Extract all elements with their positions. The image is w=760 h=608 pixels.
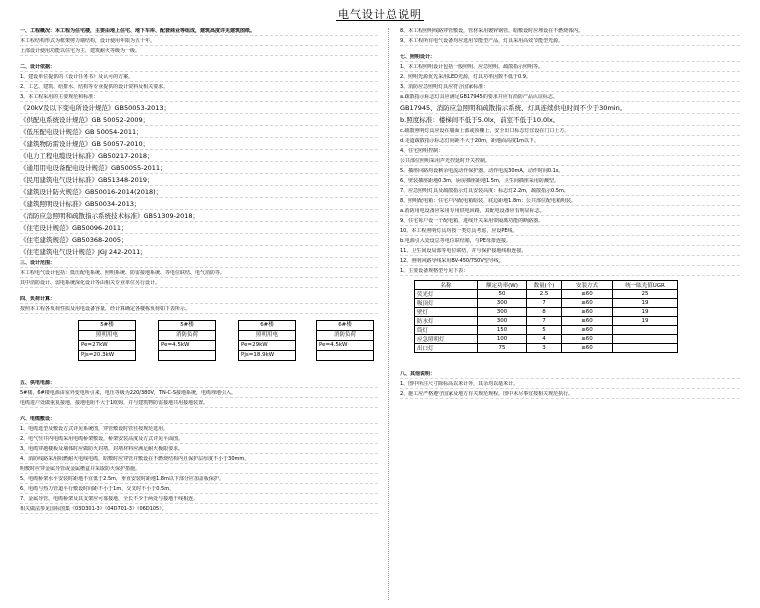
- load-box-sub: 消防负荷: [317, 331, 373, 341]
- table-cell: 壁灯: [415, 308, 478, 317]
- standard-item: 《建筑照明设计标准》GB50034-2013；: [20, 200, 378, 210]
- standard-item: 《住宅设计规范》GB50096-2011；: [20, 224, 378, 234]
- section-6-line: 7、金属导管、电缆桥架及其支架应可靠接地，全长不少于两处与接地干线相连。: [20, 496, 378, 504]
- load-boxes: [20, 320, 378, 362]
- table-cell: 8: [527, 308, 562, 317]
- section-5-line: 5#楼、6#楼电源由室外变电所引来，电压等级为220/380V，TN-C-S接地系统，电缆埋地引入。: [20, 390, 378, 398]
- section-6-line: 明敷时应穿金属导管或金属槽盒并采取防火保护措施。: [20, 466, 378, 474]
- column-divider: [388, 28, 389, 600]
- note-line: 9、本工程所有电气设备均应选用节能型产品，灯具采用高效节能型光源。: [400, 38, 740, 46]
- table-cell: 2.5: [527, 290, 562, 299]
- section-7-line: d.走道疏散指示标志灯间距不大于20m，距地面高度1m以下。: [400, 138, 740, 146]
- section-7-line: 10、本工程照明灯具均按一类灯具考虑，应设PE线。: [400, 228, 740, 236]
- table-header: 统一眩光值UGR: [613, 281, 678, 290]
- table-cell: ≥60: [562, 299, 613, 308]
- table-row: [415, 299, 678, 308]
- section-6-line: 相关做法参见国标图集《03D301-3》《04D701-3》《06D105》。: [20, 506, 378, 514]
- table-cell: 4: [527, 335, 562, 344]
- section-7-line: 3、消防应急照明灯具应符合国家标准：: [400, 84, 740, 92]
- section-5-heading: 五、供电电源：: [20, 380, 378, 388]
- table-cell: ≥60: [562, 326, 613, 335]
- table-cell: 300: [478, 299, 527, 308]
- section-7-line: a.消防用电设备应采用专用供电回路，其配电设备应有明显标志。: [400, 208, 740, 216]
- table-row: [415, 308, 678, 317]
- note-line: 8、本工程照明线路穿管敷设，管材采用镀锌钢管，暗敷设时应埋设在不燃烧体内。: [400, 28, 740, 36]
- load-box-sub: 照明用电: [239, 331, 295, 341]
- table-cell: ≥60: [562, 335, 613, 344]
- section-3-line: 本工程电气设计包括：低压配电系统、照明系统、防雷接地系统、等电位联结、电气消防等。: [20, 270, 378, 278]
- section-7-line: 9、住宅每户设一个配电箱，进线开关采用带隔离功能的断路器。: [400, 218, 740, 226]
- table-cell: 19: [613, 299, 678, 308]
- section-2-line: 2、工艺、建筑、给排水、结构等专业提供的设计资料及相关要求。: [20, 84, 378, 92]
- section-3-heading: 三、设计范围：: [20, 260, 378, 268]
- standard-item: 《住宅建筑规范》GB50368-2005；: [20, 236, 378, 246]
- load-box: [78, 320, 136, 361]
- table-header: 额定功率(W): [478, 281, 527, 290]
- section-1-heading: 一、工程概况：本工程为住宅楼，主要由地上住宅、地下车库、配套商业等组成，建筑高度详见建筑图纸。: [20, 28, 378, 36]
- section-7-line: 8、照明配电箱：住宅户内配电箱暗装，底边距地1.8m；公共部位配电箱明装。: [400, 198, 740, 206]
- section-7-line: 12、照明回路导线采用BV-450/750V型导线。: [400, 258, 740, 266]
- table-cell: [613, 344, 678, 353]
- section-6-line: 5、电缆桥架水平安装时距地不宜低于2.5m，垂直安装时距地1.8m以下部分应加盖板保护。: [20, 476, 378, 484]
- load-box-sub: 照明用电: [79, 331, 135, 341]
- load-box-pjs: [159, 351, 215, 360]
- table-cell: [613, 326, 678, 335]
- section-7-line: 7、应急照明灯具及疏散指示灯具安装高度：标志灯2.2m，疏散指示0.5m。: [400, 188, 740, 196]
- section-7-line: 1、主要设备规格型号见下表：: [400, 268, 740, 276]
- table-cell: 7: [527, 299, 562, 308]
- table-header: 安装方式: [562, 281, 613, 290]
- section-4-line: 按照本工程各负荷性质及用电设备容量，经计算确定各楼栋负荷如下表所示。: [20, 306, 378, 314]
- table-row: [415, 326, 678, 335]
- section-7-line: 11、卫生间设局部等电位联结，并与保护接地线相连接。: [400, 248, 740, 256]
- load-box: [316, 320, 374, 361]
- table-cell: 300: [478, 308, 527, 317]
- right-column: [400, 28, 740, 401]
- table-cell: 应急照明灯: [415, 335, 478, 344]
- table-cell: 3: [527, 344, 562, 353]
- section-6-line: 6、电缆与热力管道平行敷设时间距不小于1m，交叉时不小于0.5m。: [20, 486, 378, 494]
- load-box-pe: Pe=27kW: [79, 341, 135, 351]
- table-cell: 100: [478, 335, 527, 344]
- section-8-line: 1、图中所注尺寸除标高以米计外，其余均以毫米计。: [400, 381, 740, 389]
- table-cell: 5: [527, 326, 562, 335]
- table-header: 名称: [415, 281, 478, 290]
- table-cell: 50: [478, 290, 527, 299]
- section-2-line: 3、本工程采用的主要规范和标准：: [20, 94, 378, 102]
- table-row: [415, 344, 678, 353]
- standard-item: 《供配电系统设计规范》GB 50052-2009；: [20, 116, 378, 126]
- section-7-line: 公共部位照明采用声光控延时开关控制。: [400, 158, 740, 166]
- load-box-pjs: Pjs=20.3kW: [81, 352, 115, 358]
- table-cell: 75: [478, 344, 527, 353]
- standard-item: 《建筑设计防火规范》GB50016-2014(2018)；: [20, 188, 378, 198]
- table-cell: 19: [613, 317, 678, 326]
- load-box: [238, 320, 296, 361]
- left-column: [20, 28, 378, 516]
- standard-item: 《低压配电设计规范》GB 50054-2011；: [20, 128, 378, 138]
- load-box-pe: Pe=29kW: [239, 341, 295, 351]
- section-4-heading: 四、负荷计算：: [20, 296, 378, 304]
- load-box-pe: Pe=4.5kW: [317, 341, 373, 351]
- section-1-line: 上部设计使用功能以住宅为主，建筑耐火等级为一级。: [20, 48, 378, 56]
- table-cell: ≥60: [562, 317, 613, 326]
- table-header: 数量(个): [527, 281, 562, 290]
- section-8-heading: 八、其他说明：: [400, 371, 740, 379]
- section-2-line: 1、建设单位提供的《设计任务书》及认可的方案。: [20, 74, 378, 82]
- section-7-line: 5、插座回路均设剩余电流动作保护器，动作电流30mA，动作时间0.1s。: [400, 168, 740, 176]
- table-cell: ≥60: [562, 308, 613, 317]
- standard-item: 《电力工程电缆设计标准》GB50217-2018；: [20, 152, 378, 162]
- section-7-line: c.疏散照明灯具应设在墙面上部或顶棚上，安全出口标志灯宜设在门口上方。: [400, 128, 740, 136]
- section-6-line: 3、电缆穿越楼板及墙体时应做防火封堵，封堵材料应满足耐火极限要求。: [20, 446, 378, 454]
- table-cell: 150: [478, 326, 527, 335]
- load-box-sub: 消防负荷: [159, 331, 215, 341]
- section-7-line: 2、照明光源优先采用LED光源，灯具功率因数不低于0.9。: [400, 74, 740, 82]
- section-7-line: b.电源引入处设总等电位联结箱，与PE母排连接。: [400, 238, 740, 246]
- table-cell: 300: [478, 317, 527, 326]
- standard-item: 《民用建筑电气设计标准》GB51348-2019；: [20, 176, 378, 186]
- section-7-line: 6、壁装插座距地0.3m，厨房插座距地1.5m，卫生间插座采用防溅型。: [400, 178, 740, 186]
- title-underline: [336, 20, 424, 21]
- section-5-line: 电缆进户处做重复接地，接地电阻不大于1欧姆，并与建筑物防雷接地共用接地装置。: [20, 400, 378, 408]
- standard-item: 《消防应急照明和疏散指示系统技术标准》GB51309-2018；: [20, 212, 378, 222]
- section-3-line: 其中消防设计、弱电系统深化设计等由相关专业单位另行设计。: [20, 280, 378, 288]
- table-cell: 25: [613, 290, 678, 299]
- table-cell: 7: [527, 317, 562, 326]
- section-7-line: 4、住宅照明控制：: [400, 148, 740, 156]
- section-6-line: 1、电缆选型及敷设方式详见系统图，穿管敷设时管径按规范选用。: [20, 426, 378, 434]
- load-box-name: 5#楼: [79, 321, 135, 331]
- table-row: [415, 335, 678, 344]
- page-title: 电气设计总说明: [338, 8, 422, 21]
- table-cell: 荧光灯: [415, 290, 478, 299]
- section-2-heading: 二、设计依据：: [20, 64, 378, 72]
- table-row: [415, 317, 678, 326]
- load-box-name: 6#楼: [239, 321, 295, 331]
- load-box-pjs: Pjs=18.9kW: [241, 352, 275, 358]
- standard-item: 《通用用电设备配电设计规范》GB50055-2011；: [20, 164, 378, 174]
- section-7-line: GB17945、消防应急照明和疏散指示系统、灯具连续供电时间不少于30min。: [400, 104, 740, 114]
- load-box-pjs: [317, 351, 373, 360]
- table-cell: [613, 335, 678, 344]
- section-6-line: 4、消防线路采用阻燃耐火电线电缆，暗敷时应穿管并敷设在不燃烧结构内且保护层厚度不小于30mm。: [20, 456, 378, 464]
- table-cell: 吸顶灯: [415, 299, 478, 308]
- section-7-line: 1、本工程照明设计包括一般照明、应急照明、疏散指示照明等。: [400, 64, 740, 72]
- section-7-heading: 七、照明设计：: [400, 54, 740, 62]
- section-6-line: 2、电气竖井内电缆采用电缆桥架敷设，桥架安装高度及方式详见平面图。: [20, 436, 378, 444]
- table-cell: 19: [613, 308, 678, 317]
- table-cell: 筒灯: [415, 326, 478, 335]
- standard-item: 《住宅建筑电气设计规范》JGJ 242-2011；: [20, 248, 378, 258]
- section-1-line: 本工程结构形式为框架剪力墙结构，设计使用年限为五十年。: [20, 38, 378, 46]
- section-8-line: 2、施工应严格遵守国家及地方有关规范规程，图中未尽事宜按相关规范执行。: [400, 391, 740, 399]
- section-7-line: a.疏散指示标志灯具应满足GB17945的要求并应有消防产品认证标志。: [400, 94, 740, 102]
- load-box-pe: Pe=4.5kW: [159, 341, 215, 351]
- section-6-heading: 六、电缆敷设：: [20, 416, 378, 424]
- load-box-name: 6#楼: [317, 321, 373, 331]
- standard-item: 《20kV及以下变电所设计规范》GB50053-2013；: [20, 104, 378, 114]
- fixture-table: [414, 280, 678, 353]
- table-cell: 出口灯: [415, 344, 478, 353]
- table-cell: ≥60: [562, 344, 613, 353]
- table-cell: ≥60: [562, 290, 613, 299]
- standard-item: 《建筑物防雷设计规范》GB 50057-2010；: [20, 140, 378, 150]
- section-7-line: b.照度标准：楼梯间不低于5.0lx，前室不低于10.0lx。: [400, 116, 740, 126]
- table-row: [415, 290, 678, 299]
- load-box-name: 5#楼: [159, 321, 215, 331]
- table-cell: 防水灯: [415, 317, 478, 326]
- load-box: [158, 320, 216, 361]
- table-header-row: [415, 281, 678, 290]
